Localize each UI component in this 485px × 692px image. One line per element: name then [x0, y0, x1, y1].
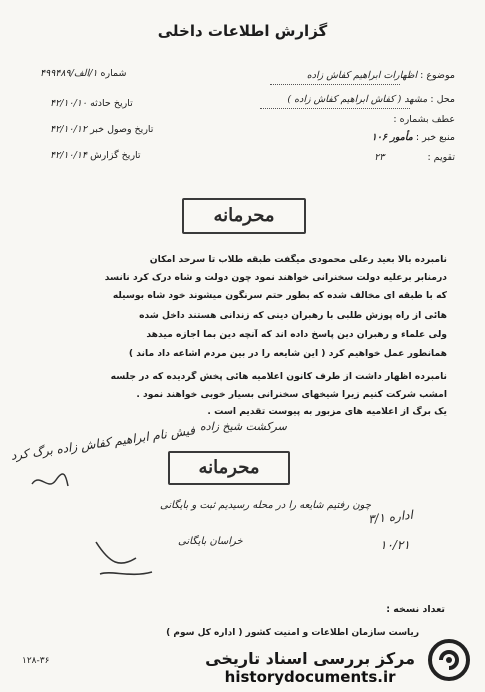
source-value: مأمور ۱۰۶ [371, 132, 413, 143]
handwritten-note: اداره ۳/۱ [367, 507, 414, 527]
watermark [205, 649, 415, 686]
body-line: که با طبقه ای مخالف شده که بطور حتم سرنگون میشوند خود شاه بوسیله [112, 290, 447, 301]
location-value: مشهد ( کفاش ابراهیم کفاش زاده ) [287, 94, 428, 105]
incident-date-label: تاریخ حادثه [90, 98, 133, 109]
handwritten-date: ۱۰/۲۱ [380, 538, 410, 552]
page-title: گزارش اطلاعات داخلی [157, 22, 328, 40]
calendar-label: تقویم [433, 152, 455, 163]
incident-date-row [50, 98, 133, 109]
body-line: هائی از راه پوزش طلبی با رهبران دینی که زندانی هستند داخل شده [139, 310, 447, 321]
body-line: نامبرده بالا بعید رعلی محمودی میگفت طبقه طلاب تا سرحد امکان [149, 254, 447, 265]
subject-underline [270, 84, 400, 85]
number-value: ۱/الف/۴۹۹۴۸۹ [40, 68, 98, 79]
body-line: درمنابر برعلیه دولت سخنرانی خواهند نمود چون دولت و شاه درک کرد نانسد [104, 272, 447, 283]
subject-label: موضوع [426, 70, 455, 81]
number-row [40, 68, 126, 79]
subject-value: اظهارات ابراهیم کفاش زاده [306, 70, 418, 81]
reference-label: عطف بشماره [399, 114, 455, 125]
initial-mark [90, 534, 160, 584]
report-date-label: تاریخ گزارش [90, 150, 141, 161]
source-label: منبع خبر [422, 132, 455, 143]
received-date-row [50, 124, 153, 135]
location-underline [260, 108, 410, 109]
handwritten-note: خراسان بایگانی [178, 536, 243, 547]
calendar-value: ۲۳ [374, 152, 385, 163]
source-row: منبع خبر : مأمور ۱۰۶ [371, 132, 455, 143]
report-date-value: ۴۲/۱۰/۱۴ [50, 150, 88, 161]
distribution-line: ریاست سازمان اطلاعات و امنیت کشور ( اداره کل سوم ) [166, 628, 419, 638]
body-line: یک برگ از اعلامیه های مزبور به پیوست تقدیم است . [207, 406, 447, 417]
archive-logo-icon [427, 638, 471, 682]
calendar-row: تقویم : ۲۳ [374, 152, 455, 163]
subject-row: موضوع : اظهارات ابراهیم کفاش زاده [306, 70, 455, 81]
scribble-mark [30, 470, 70, 494]
received-date-value: ۴۲/۱۰/۱۲ [50, 124, 88, 135]
copies-label: تعداد نسخه : [386, 604, 445, 615]
body-line: نامبرده اظهار داشت از طرف کانون اعلامیه هائی پخش گردیده که در جلسه [110, 371, 447, 382]
watermark-fa: مرکز بررسی اسناد تاریخی [205, 649, 415, 668]
location-label: محل [436, 94, 455, 105]
margin-note: فیش نام ابراهیم کفاش زاده برگ کرد [9, 423, 196, 463]
location-row: محل : مشهد ( کفاش ابراهیم کفاش زاده ) [287, 94, 455, 105]
incident-date-value: ۴۲/۱۰/۱۰ [50, 98, 88, 109]
number-label: شماره [100, 68, 127, 79]
document-number: ۱۲۸-۳۶ [22, 656, 50, 666]
confidential-stamp-2: محرمانه [168, 451, 290, 485]
reference-row: عطف بشماره : [393, 114, 455, 125]
body-line: ولی علماء و رهبران دین پاسخ داده اند که آنچه دین بما اجازه میدهد [146, 329, 447, 340]
confidential-stamp: محرمانه [182, 198, 306, 234]
received-date-label: تاریخ وصول خبر [90, 124, 154, 135]
watermark-en: historydocuments.ir [224, 668, 396, 686]
signature: سرکشت شیخ زاده [200, 420, 287, 433]
report-date-row [50, 150, 141, 161]
body-line: امشب شرکت کنیم زیرا شیخهای سخنرانی بسیار خوبی خواهند نمود . [136, 389, 447, 400]
handwritten-note: چون رفتیم شایعه را در محله رسیدیم ثبت و بایگانی [160, 500, 372, 511]
body-line: همانطور عمل خواهیم کرد ( این شایعه را در بین مردم اشاعه داد ماند ) [128, 348, 447, 359]
